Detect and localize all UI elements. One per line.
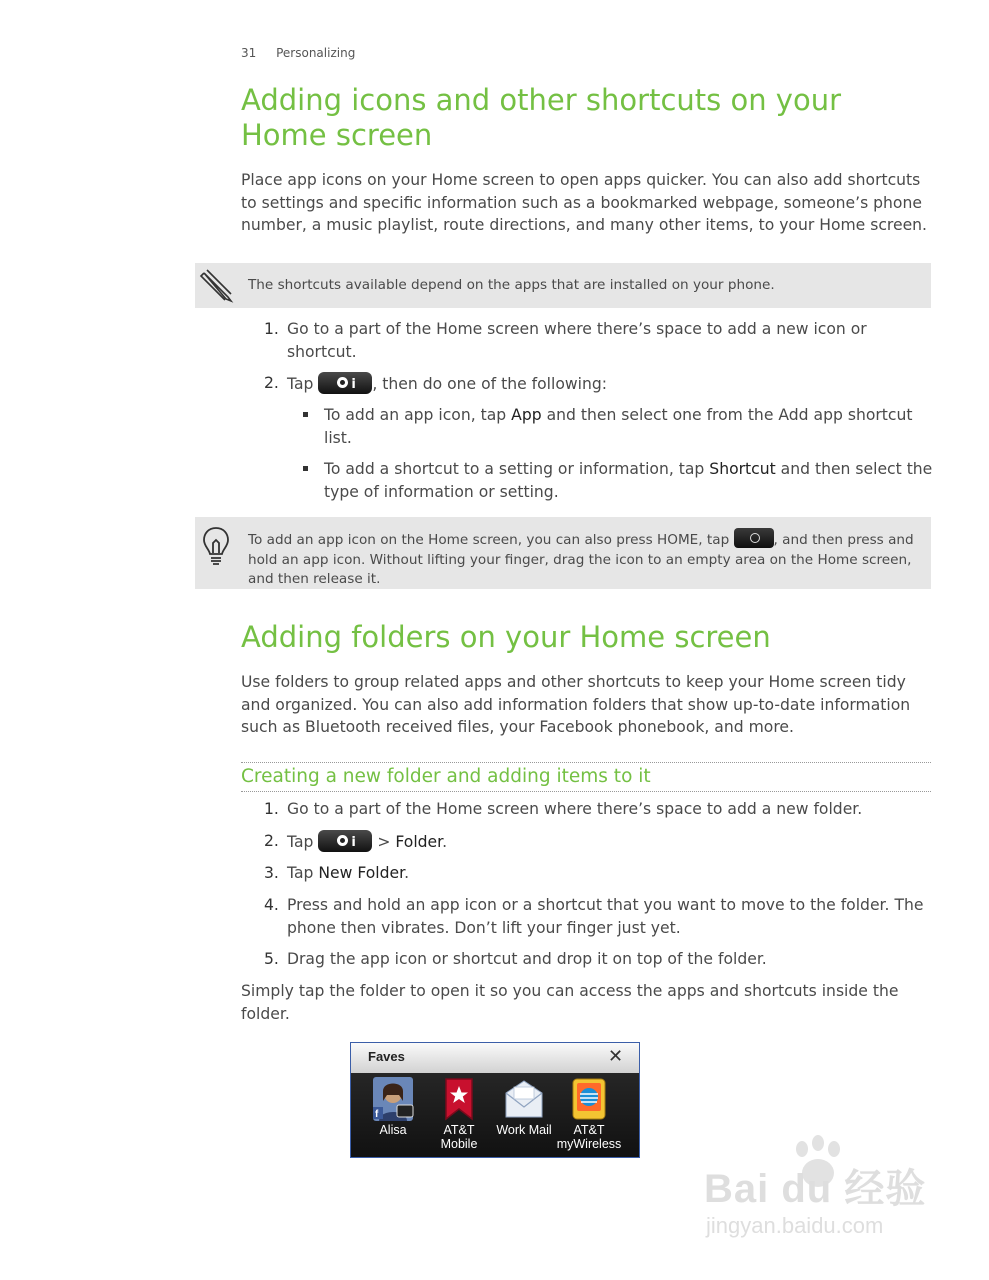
step-text: Go to a part of the Home screen where there’s space to add a new folder. — [287, 800, 863, 818]
page-header — [241, 46, 355, 60]
list-item — [303, 458, 933, 504]
step-text-post: . — [404, 864, 410, 882]
step-number: 1. — [264, 320, 279, 338]
step-text: Drag the app icon or shortcut and drop it on top of the folder. — [287, 950, 767, 968]
step-text-post: , then do one of the following: — [372, 375, 607, 393]
tip-text-pre: To add an app icon on the Home screen, you can also press HOME, tap — [248, 532, 734, 548]
title-line-2: Home screen — [241, 118, 433, 152]
bullet-text-post: and then select one from the Add app shortcut list. — [324, 406, 913, 447]
step-text-mid: > — [372, 833, 396, 851]
svg-text:f: f — [375, 1109, 379, 1120]
list-item — [303, 404, 933, 450]
step-number: 2. — [264, 374, 279, 392]
tip-text-post: , and then press and hold an app icon. Without lifting your finger, drag the icon to an empty area on the Home screen, and then release it. — [248, 532, 914, 588]
closing-paragraph: Simply tap the folder to open it so you can access the apps and shortcuts inside the folder. — [241, 982, 899, 1023]
bullet-emphasis: App — [511, 406, 542, 424]
list-item — [264, 830, 932, 854]
step-text: Press and hold an app icon or a shortcut that you want to move to the folder. The phone then vibrates. Don’t lift your finger just yet. — [287, 896, 924, 937]
list-item — [264, 318, 932, 364]
folder-item-label: Alisa — [379, 1123, 407, 1137]
tip-text — [248, 528, 923, 590]
page-number: 31 — [241, 46, 257, 60]
faves-folder-screenshot — [350, 1042, 640, 1158]
step-number: 5. — [264, 950, 279, 968]
step-number: 1. — [264, 800, 279, 818]
folder-title: Faves — [368, 1049, 405, 1064]
envelope-icon — [502, 1077, 546, 1121]
step-text — [287, 372, 932, 396]
intro-paragraph: Place app icons on your Home screen to open apps quicker. You can also add shortcuts to settings and specific information such as a bookmarked webpage, someone’s phone number, a music playlist, route directions, and many other items, to your Home screen. — [241, 171, 928, 235]
step-text-pre: Tap — [287, 864, 319, 882]
folders-intro-paragraph: Use folders to group related apps and other shortcuts to keep your Home screen tidy and organized. You can also add information folders that show up-to-date information such as Bluetooth received files, your Facebook phonebook, and more. — [241, 673, 911, 737]
tip-box — [195, 517, 931, 589]
step-text — [287, 862, 932, 885]
folder-item-label — [424, 1123, 494, 1151]
lightbulb-icon — [201, 525, 231, 571]
bullet-icon — [303, 412, 308, 417]
step-emphasis: New Folder — [318, 864, 405, 882]
section-title-folders: Adding folders on your Home screen — [241, 620, 771, 654]
list-item — [264, 948, 932, 972]
step-emphasis: Folder — [395, 833, 443, 851]
section-title-icons — [241, 83, 841, 153]
folder-item-att-mywireless[interactable] — [554, 1077, 624, 1151]
folder-item-att-mobile[interactable] — [424, 1077, 494, 1151]
folder-item-alisa[interactable] — [358, 1077, 428, 1137]
watermark-url: jingyan.baidu.com — [706, 1213, 884, 1238]
list-item — [264, 798, 932, 822]
step-text-pre: Tap — [287, 833, 314, 851]
add-to-home-button-icon: i — [318, 372, 372, 394]
bullet-text — [324, 458, 934, 503]
folder-item-label — [554, 1123, 624, 1151]
add-to-home-button-icon: i — [318, 830, 372, 852]
step-number: 4. — [264, 896, 279, 914]
label-line-2: Mobile — [440, 1137, 478, 1151]
folder-item-label: Work Mail — [496, 1123, 552, 1137]
step-text — [287, 830, 932, 854]
list-item — [264, 894, 932, 940]
bullet-text-pre: To add an app icon, tap — [324, 406, 512, 424]
pencil-icon — [198, 267, 234, 307]
close-icon[interactable]: ✕ — [608, 1046, 624, 1067]
title-line-1: Adding icons and other shortcuts on your — [241, 83, 842, 117]
bullet-icon — [303, 466, 308, 471]
home-screen-button-icon — [734, 528, 774, 548]
watermark-logo-text: Bai du 经验 — [704, 1167, 927, 1211]
step-number: 3. — [264, 864, 279, 882]
bullet-text — [324, 404, 934, 449]
section-name: Personalizing — [276, 46, 356, 60]
label-line-1: AT&T — [573, 1123, 605, 1137]
bullet-text-pre: To add a shortcut to a setting or information, tap — [324, 460, 710, 478]
step-text-pre: Tap — [287, 375, 314, 393]
contact-photo-icon — [371, 1077, 415, 1121]
att-globe-icon — [567, 1077, 611, 1121]
label-line-2: myWireless — [556, 1137, 622, 1151]
note-text: The shortcuts available depend on the apps that are installed on your phone. — [248, 277, 775, 293]
step-text-post: . — [442, 833, 448, 851]
label-line-1: AT&T — [443, 1123, 475, 1137]
list-item — [264, 862, 932, 886]
bookmark-star-icon — [437, 1077, 481, 1121]
subheading: Creating a new folder and adding items to it — [241, 762, 931, 792]
step-text: Go to a part of the Home screen where there’s space to add a new icon or shortcut. — [287, 320, 867, 361]
folder-title-bar — [351, 1043, 639, 1073]
step-number: 2. — [264, 832, 279, 850]
folder-item-work-mail[interactable] — [489, 1077, 559, 1137]
bullet-emphasis: Shortcut — [709, 460, 776, 478]
bullet-text-post: and then select the type of information or setting. — [324, 460, 933, 501]
list-item — [264, 372, 932, 396]
note-box — [195, 263, 931, 308]
